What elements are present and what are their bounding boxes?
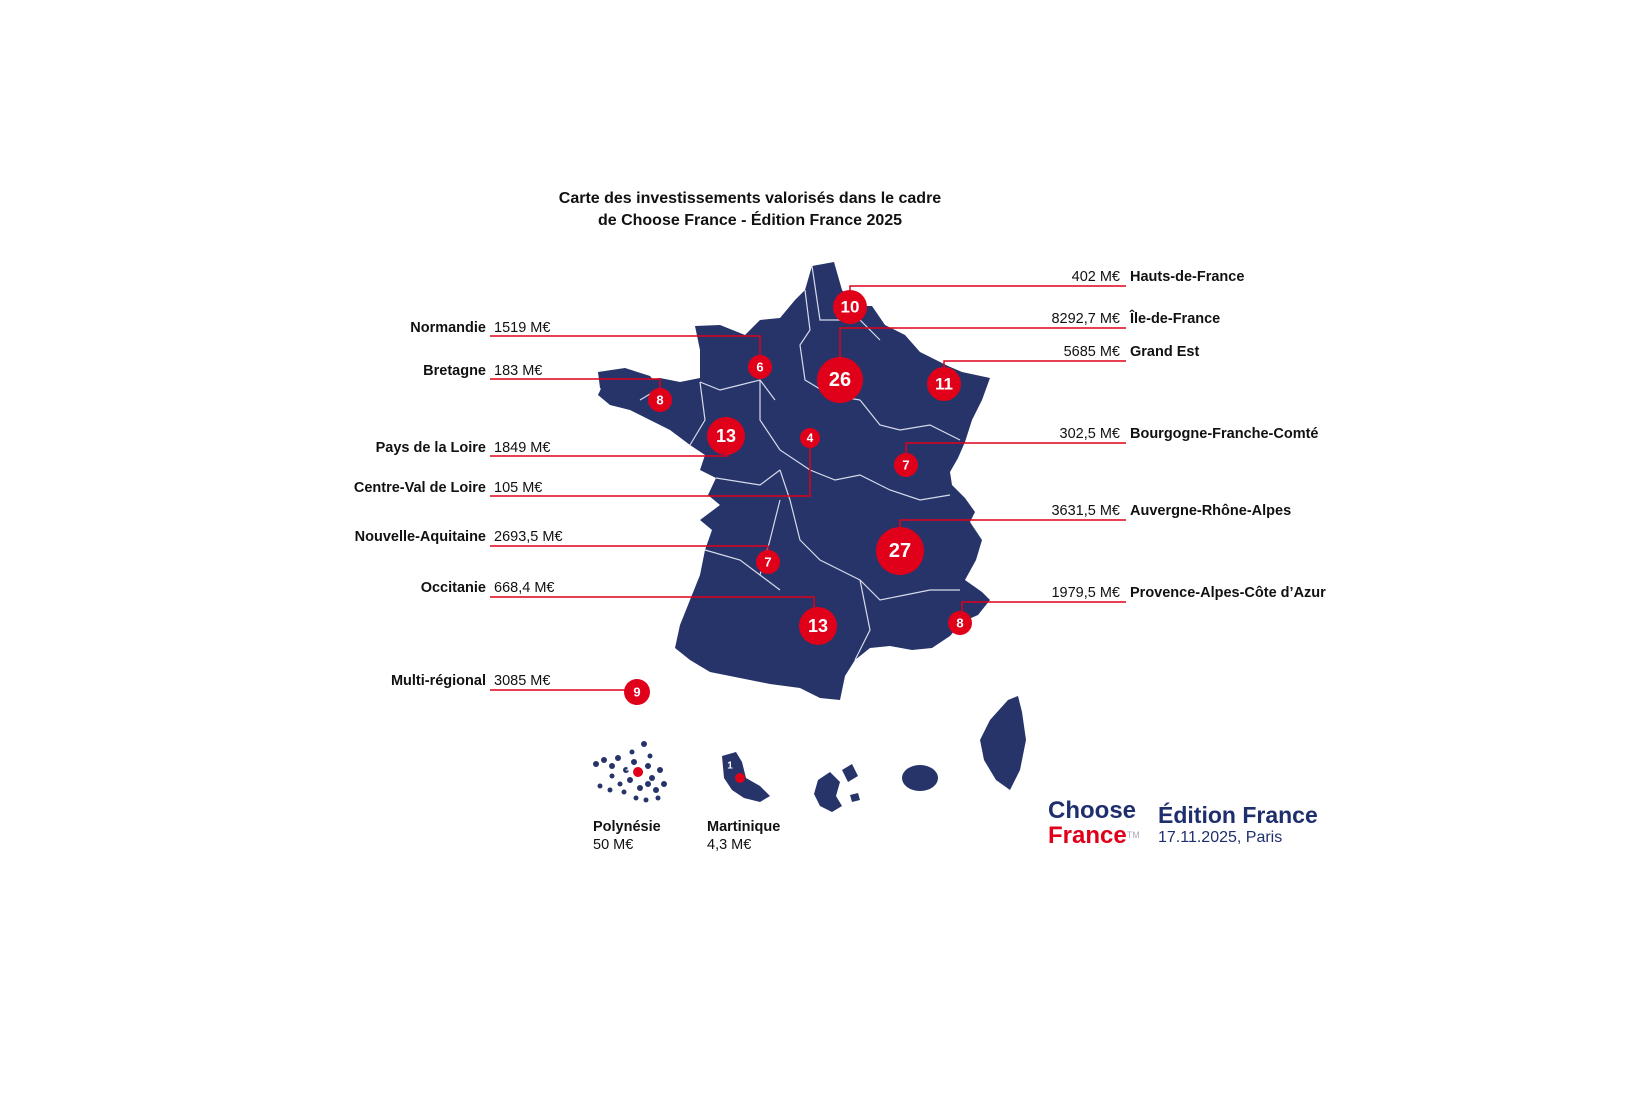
logo-france-text: France <box>1048 822 1127 849</box>
amount-nouvelle-aquitaine: 2693,5 M€ <box>494 529 563 545</box>
label-pays-de-la-loire <box>300 439 486 457</box>
amount-normandie: 1519 M€ <box>494 320 551 336</box>
badge-auvergne-rhone-alpes <box>876 527 924 575</box>
amount-bretagne: 183 M€ <box>494 363 543 379</box>
badge-normandie <box>748 355 772 379</box>
svg-text:26: 26 <box>828 369 852 391</box>
svg-text:8: 8 <box>656 392 664 408</box>
edition-date: 17.11.2025, Paris <box>1158 829 1283 846</box>
badge-multi-regional <box>624 679 650 705</box>
svg-text:11: 11 <box>935 374 953 394</box>
amount-occitanie: 668,4 M€ <box>494 580 555 596</box>
amount-centre-val-de-loire: 105 M€ <box>494 480 543 496</box>
amount-multi-regional: 3085 M€ <box>494 673 551 689</box>
region-name: Occitanie <box>420 580 486 596</box>
overseas-name: Polynésie <box>593 819 661 835</box>
svg-text:27: 27 <box>888 540 912 562</box>
overseas-amount: 4,3 M€ <box>707 837 752 853</box>
reunion-shape <box>902 765 938 791</box>
martinique-shape <box>722 752 770 802</box>
edition-title: Édition France <box>1158 802 1318 828</box>
badge-grand-est <box>927 367 961 401</box>
overseas-martinique <box>707 818 780 854</box>
label-hauts-de-france: Hauts-de-France <box>1130 269 1245 285</box>
region-name: Pays de la Loire <box>375 440 486 456</box>
region-name: Nouvelle-Aquitaine <box>354 529 486 545</box>
corsica-shape <box>980 696 1026 790</box>
edition-block <box>1158 802 1318 848</box>
amount-grand-est: 5685 M€ <box>1063 344 1120 360</box>
label-normandie <box>300 319 486 337</box>
svg-text:9: 9 <box>633 684 641 700</box>
overseas-amount: 50 M€ <box>593 837 634 853</box>
badge-provence-alpes-cote-dazur <box>948 611 972 635</box>
svg-text:1: 1 <box>727 760 733 772</box>
amount-auvergne-rhone-alpes: 3631,5 M€ <box>1051 503 1120 519</box>
label-centre-val-de-loire <box>300 479 486 497</box>
svg-text:6: 6 <box>756 359 764 375</box>
map-title-line2: de Choose France - Édition France 2025 <box>597 212 903 229</box>
svg-text:1: 1 <box>625 762 631 774</box>
logo-france <box>1048 823 1140 848</box>
choose-france-logo <box>1048 798 1140 848</box>
label-occitanie <box>300 579 486 597</box>
svg-text:10: 10 <box>840 297 860 317</box>
svg-text:13: 13 <box>807 616 829 636</box>
svg-text:4: 4 <box>806 431 814 445</box>
badge-ile-de-france <box>817 357 863 403</box>
badge-hauts-de-france <box>833 290 867 324</box>
logo-tm: TM <box>1126 830 1140 840</box>
badge-pays-de-la-loire <box>707 417 745 455</box>
label-provence-alpes-cote-dazur: Provence-Alpes-Côte d’Azur <box>1130 585 1326 601</box>
svg-text:7: 7 <box>764 554 772 570</box>
guadeloupe-shape <box>814 764 860 812</box>
label-ile-de-france: Île-de-France <box>1130 311 1221 327</box>
region-name: Bretagne <box>423 363 486 379</box>
label-nouvelle-aquitaine <box>300 528 486 546</box>
overseas-name: Martinique <box>707 819 781 835</box>
region-name: Normandie <box>410 320 486 336</box>
badge-bretagne <box>648 388 672 412</box>
badge-centre-val-de-loire <box>800 428 820 448</box>
badge-bourgogne-franche-comte <box>894 453 918 477</box>
badge-nouvelle-aquitaine <box>756 550 780 574</box>
region-name: Multi-régional <box>390 673 486 689</box>
badge-occitanie <box>799 607 837 645</box>
amount-hauts-de-france: 402 M€ <box>1071 269 1120 285</box>
label-multi-regional <box>300 672 486 690</box>
amount-provence-alpes-cote-dazur: 1979,5 M€ <box>1051 585 1120 601</box>
label-bretagne <box>300 362 486 380</box>
amount-ile-de-france: 8292,7 M€ <box>1051 311 1120 327</box>
amount-bourgogne-franche-comte: 302,5 M€ <box>1059 426 1120 442</box>
svg-text:8: 8 <box>956 615 964 631</box>
amount-pays-de-la-loire: 1849 M€ <box>494 440 551 456</box>
logo-choose: Choose <box>1048 797 1137 824</box>
label-auvergne-rhone-alpes: Auvergne-Rhône-Alpes <box>1130 503 1292 519</box>
svg-text:13: 13 <box>715 426 737 446</box>
label-grand-est: Grand Est <box>1130 344 1200 360</box>
label-bourgogne-franche-comte: Bourgogne-Franche-Comté <box>1130 426 1319 442</box>
map-title-line1: Carte des investissements valorisés dans le cadre <box>558 190 942 207</box>
svg-text:7: 7 <box>902 457 910 473</box>
region-name: Centre-Val de Loire <box>353 480 486 496</box>
overseas-polynesie <box>593 818 661 854</box>
